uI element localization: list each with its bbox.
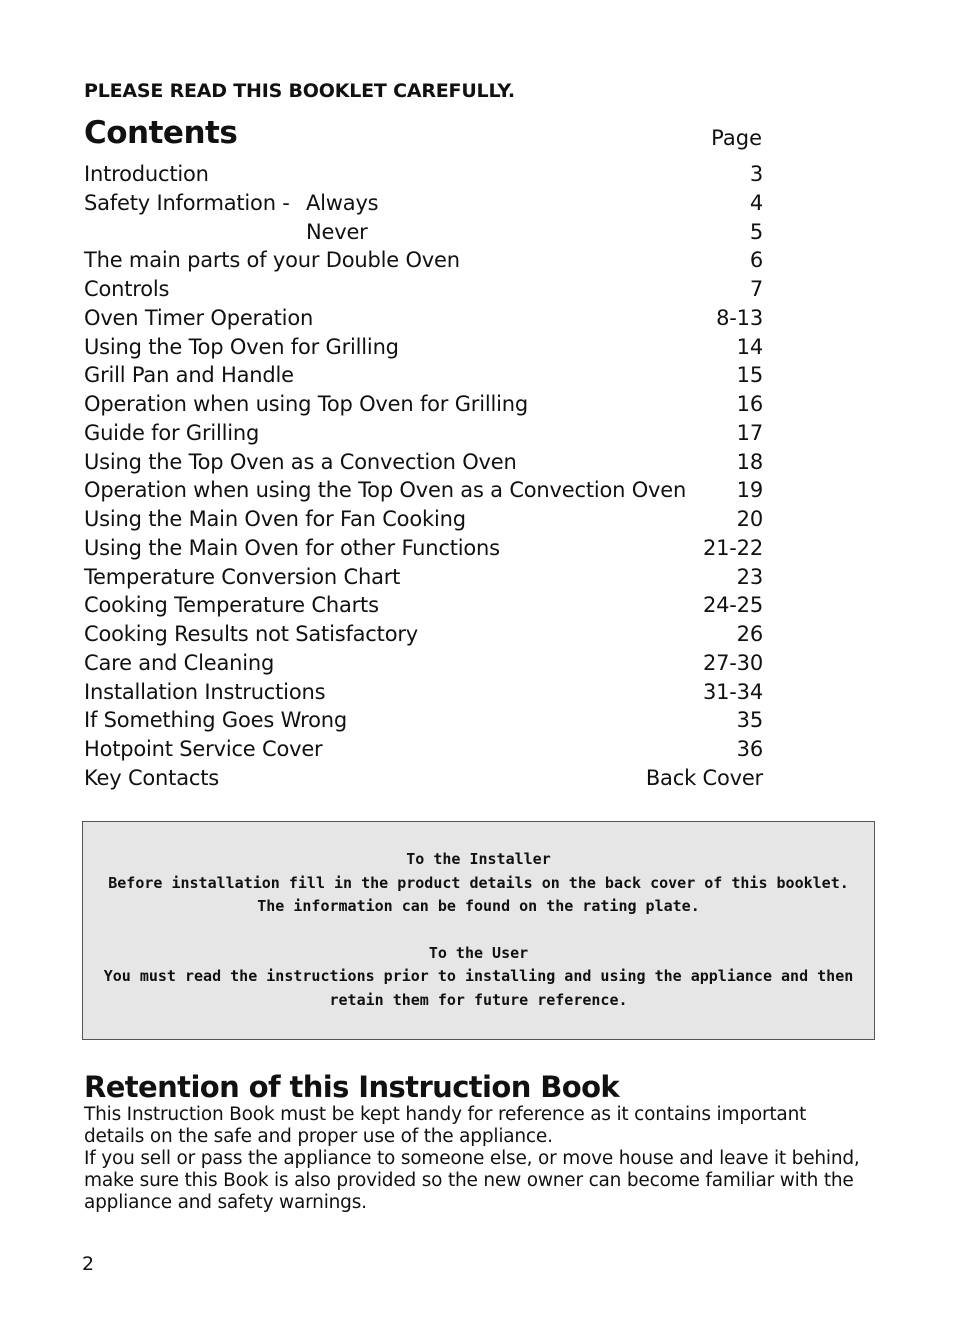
toc-row[interactable] — [84, 505, 763, 534]
contents-heading: Contents — [84, 115, 238, 151]
toc-label: Safety Information - — [84, 190, 290, 215]
toc-page: 23 — [736, 564, 763, 589]
toc-page: 6 — [749, 248, 763, 273]
toc-label: Oven Timer Operation — [84, 305, 314, 330]
toc-row[interactable] — [84, 361, 763, 390]
notice-spacer — [83, 919, 874, 942]
toc-row[interactable] — [84, 246, 763, 275]
toc-row[interactable] — [84, 419, 763, 448]
toc-page: 26 — [736, 622, 763, 646]
toc-row[interactable] — [84, 333, 763, 362]
toc-page: 20 — [736, 507, 763, 531]
toc-page: 14 — [736, 334, 763, 359]
toc-label: If Something Goes Wrong — [84, 708, 348, 733]
toc-label: Temperature Conversion Chart — [84, 564, 401, 589]
toc-row[interactable] — [84, 563, 763, 592]
toc-page: 35 — [736, 708, 763, 733]
toc-page: 7 — [749, 277, 763, 301]
toc-row[interactable] — [84, 764, 763, 793]
retention-paragraph-1: This Instruction Book must be kept handy for reference as it contains important details on the safe and proper use of the appliance. — [84, 1104, 807, 1147]
retention-paragraph-2: If you sell or pass the appliance to someone else, or move house and leave it behind, make sure this Book is also provided so the new owner can become familiar with the appliance and safety warnings. — [84, 1148, 860, 1213]
toc-label: Grill Pan and Handle — [84, 363, 294, 388]
toc-page: 18 — [736, 449, 763, 474]
toc-row[interactable] — [84, 534, 763, 563]
toc-label: Using the Top Oven as a Convection Oven — [84, 449, 517, 474]
installer-user-notice-box — [82, 821, 875, 1040]
toc-label: Operation when using Top Oven for Grilling — [84, 392, 528, 416]
toc-page: 8-13 — [716, 305, 763, 330]
toc-row[interactable] — [84, 448, 763, 477]
toc-label: Care and Cleaning — [84, 650, 275, 675]
toc-label: Cooking Temperature Charts — [84, 593, 379, 618]
retention-heading: Retention of this Instruction Book — [84, 1070, 620, 1104]
toc-row[interactable] — [84, 189, 763, 218]
toc-row[interactable] — [84, 706, 763, 735]
toc-label: Using the Main Oven for other Functions — [84, 535, 500, 560]
page-column-label: Page — [711, 126, 762, 150]
toc-page: 17 — [736, 420, 763, 445]
toc-label: Cooking Results not Satisfactory — [84, 622, 418, 646]
toc-label: Installation Instructions — [84, 679, 326, 704]
toc-row[interactable] — [84, 649, 763, 678]
toc-row[interactable] — [84, 390, 763, 419]
toc-row[interactable] — [84, 304, 763, 333]
toc-page: 3 — [749, 162, 763, 186]
toc-page: 36 — [736, 737, 763, 761]
toc-row[interactable] — [84, 620, 763, 649]
toc-row[interactable] — [84, 160, 763, 189]
toc-row[interactable] — [84, 735, 763, 764]
toc-row[interactable] — [84, 476, 763, 505]
toc-page: 21-22 — [702, 535, 763, 560]
toc-page: 31-34 — [702, 679, 763, 704]
user-heading: To the User — [428, 943, 529, 962]
toc-row[interactable] — [84, 591, 763, 620]
installer-text: Before installation fill in the product details on the back cover of this booklet. The information can be found on the rating plate. — [108, 873, 849, 915]
toc-row[interactable] — [84, 218, 763, 247]
toc-row[interactable] — [84, 678, 763, 707]
toc-label: Controls — [84, 277, 170, 301]
toc-label: Using the Main Oven for Fan Cooking — [84, 507, 466, 531]
toc-label: Key Contacts — [84, 765, 219, 790]
toc-sublabel: Never — [306, 219, 368, 244]
toc-page: 24-25 — [702, 593, 763, 618]
toc-label: The main parts of your Double Oven — [84, 248, 460, 273]
toc-label: Guide for Grilling — [84, 420, 260, 445]
read-carefully-notice: PLEASE READ THIS BOOKLET CAREFULLY. — [84, 80, 515, 102]
toc-page: 19 — [736, 478, 763, 503]
toc-label: Using the Top Oven for Grilling — [84, 334, 399, 359]
page-number: 2 — [82, 1253, 95, 1275]
toc-row[interactable] — [84, 275, 763, 304]
toc-label: Hotpoint Service Cover — [84, 737, 323, 761]
retention-body — [84, 1104, 864, 1214]
toc-label: Operation when using the Top Oven as a Convection Oven — [84, 478, 687, 503]
toc-sublabel: Always — [306, 190, 379, 215]
toc-page: 16 — [736, 392, 763, 416]
installer-heading: To the Installer — [406, 850, 551, 868]
toc-page: 27-30 — [702, 650, 763, 675]
toc-label: Introduction — [84, 162, 209, 186]
toc-page: Back Cover — [645, 765, 763, 790]
toc-page: 15 — [736, 363, 763, 388]
user-text: You must read the instructions prior to installing and using the appliance and then retain them for future reference. — [103, 967, 854, 1009]
table-of-contents — [84, 160, 763, 793]
toc-page: 5 — [749, 219, 763, 244]
toc-page: 4 — [749, 190, 763, 215]
